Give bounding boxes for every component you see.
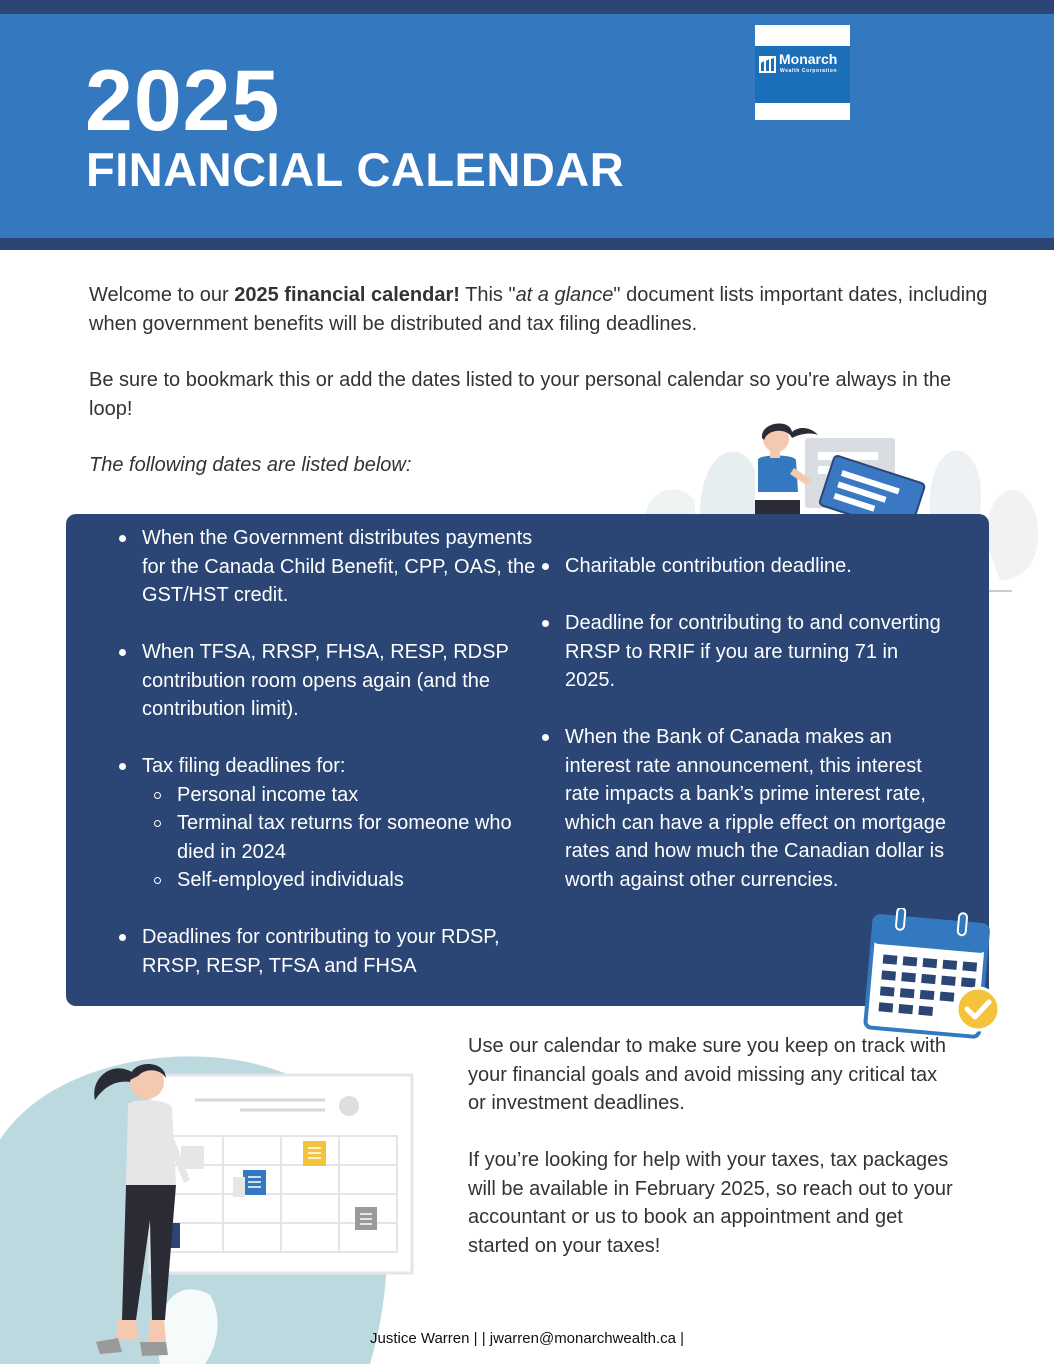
- header-top-bar: [0, 0, 1054, 14]
- company-logo: [755, 25, 850, 120]
- intro-bold-text: 2025 financial calendar!: [234, 284, 460, 306]
- list-item: Charitable contribution deadline.: [540, 552, 950, 581]
- dates-list-right: [540, 552, 950, 923]
- woman-planner-illustration: [0, 1020, 440, 1364]
- list-item: When TFSA, RRSP, FHSA, RESP, RDSP contribution room opens again (and the contribution limit).: [117, 638, 537, 724]
- list-item: When the Government distributes payments for the Canada Child Benefit, CPP, OAS, the GST/HST credit.: [117, 524, 537, 610]
- intro-paragraph-1: [89, 281, 989, 338]
- page-title: FINANCIAL CALENDAR: [86, 143, 625, 196]
- header-bottom-bar: [0, 238, 1054, 250]
- intro-paragraph-3: The following dates are listed below:: [89, 454, 412, 476]
- intro-text: " document lists important dates, including when government benefits will be distributed and tax filing deadlines.: [89, 284, 988, 335]
- logo-name: Monarch: [779, 51, 838, 67]
- logo-subtitle: Wealth Corporation: [780, 68, 838, 74]
- intro-text: Welcome to our: [89, 284, 235, 306]
- logo-band: [755, 46, 850, 103]
- footer-contact: Justice Warren | | jwarren@monarchwealth.ca |: [370, 1330, 684, 1347]
- dates-list-left: [117, 524, 537, 1009]
- list-item: Tax filing deadlines for:: [117, 752, 537, 781]
- page-year: 2025: [85, 53, 281, 149]
- calendar-check-icon: [858, 908, 1003, 1043]
- outro-paragraph-2: If you’re looking for help with your taxes, tax packages will be available in February 2025, so reach out to your accountant or us to book an appointment and get started on your taxes!: [468, 1149, 953, 1257]
- list-item: When the Bank of Canada makes an interest rate announcement, this interest rate impacts a bank’s prime interest rate, which can have a ripple effect on mortgage rates and how much the Canadian dollar is worth against other currencies.: [540, 723, 950, 894]
- list-item: Deadlines for contributing to your RDSP, RRSP, RESP, TFSA and FHSA: [117, 923, 537, 980]
- intro-text: This ": [459, 284, 516, 306]
- sub-list-item: Personal income tax: [117, 781, 537, 810]
- list-item: Deadline for contributing to and converting RRSP to RRIF if you are turning 71 in 2025.: [540, 609, 950, 695]
- intro-paragraph-2: Be sure to bookmark this or add the dates listed to your personal calendar so you're always in the loop!: [89, 369, 952, 420]
- logo-mark-icon: [759, 56, 776, 73]
- outro-paragraph-1: Use our calendar to make sure you keep on track with your financial goals and avoid missing any critical tax or investment deadlines.: [468, 1035, 947, 1114]
- intro-italic-text: at a glance: [515, 284, 614, 306]
- sub-list-item: Terminal tax returns for someone who died in 2024: [117, 809, 537, 866]
- sub-list-item: Self-employed individuals: [117, 866, 537, 895]
